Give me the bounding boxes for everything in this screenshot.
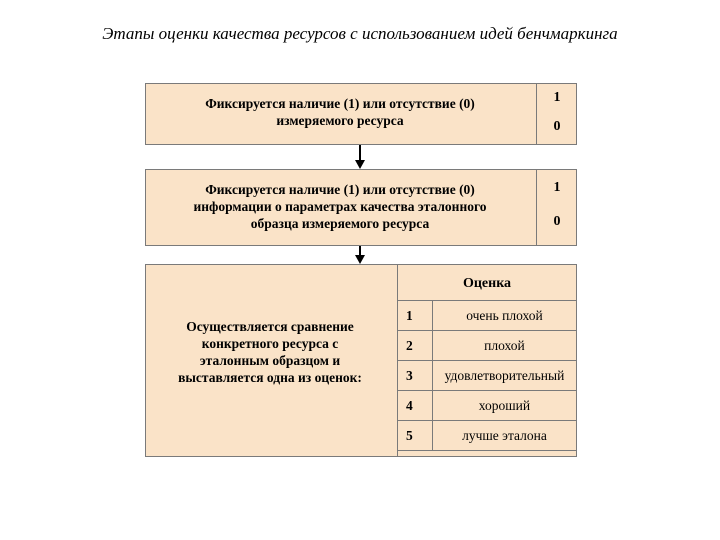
- grades-table: [397, 300, 577, 451]
- grade-label: очень плохой: [432, 301, 576, 331]
- arrow-1-head: [355, 160, 365, 169]
- arrow-1-line: [359, 145, 361, 161]
- grade-row: [398, 301, 577, 331]
- step2-box: [145, 169, 577, 246]
- step1-text: [150, 95, 530, 129]
- grade-number: 5: [398, 421, 433, 451]
- step1-value-1: 1: [553, 90, 561, 105]
- step3-line-3: эталонным образцом и: [199, 353, 341, 368]
- grade-label: хороший: [432, 391, 576, 421]
- step2-value-1: 1: [553, 180, 561, 195]
- step3-text: [150, 318, 390, 386]
- step2-line-2: информации о параметрах качества эталонного: [193, 199, 487, 214]
- grade-row: [398, 361, 577, 391]
- step3-line-4: выставляется одна из оценок:: [178, 370, 362, 385]
- grade-number: 3: [398, 361, 433, 391]
- step3-line-2: конкретного ресурса с: [201, 336, 339, 351]
- grade-number: 1: [398, 301, 433, 331]
- diagram-title: Этапы оценки качества ресурсов с использованием идей бенчмаркинга: [102, 24, 618, 43]
- step1-line-1: Фиксируется наличие (1) или отсутствие (0): [205, 96, 475, 111]
- grades-header: Оценка: [462, 276, 512, 291]
- grade-label: плохой: [432, 331, 576, 361]
- grade-label: удовлетворительный: [432, 361, 576, 391]
- grade-row: [398, 391, 577, 421]
- step2-line-1: Фиксируется наличие (1) или отсутствие (0): [205, 182, 475, 197]
- grade-number: 4: [398, 391, 433, 421]
- step1-box: [145, 83, 577, 145]
- grade-row: [398, 421, 577, 451]
- grade-label: лучше эталона: [432, 421, 576, 451]
- step3-line-1: Осуществляется сравнение: [186, 319, 354, 334]
- grade-row: [398, 331, 577, 361]
- step2-value-0: 0: [553, 214, 561, 229]
- step1-value-0: 0: [553, 119, 561, 134]
- arrow-2-head: [355, 255, 365, 264]
- step2-line-3: образца измеряемого ресурса: [250, 216, 430, 231]
- grade-number: 2: [398, 331, 433, 361]
- step1-line-2: измеряемого ресурса: [276, 113, 404, 128]
- step2-text: [150, 181, 530, 232]
